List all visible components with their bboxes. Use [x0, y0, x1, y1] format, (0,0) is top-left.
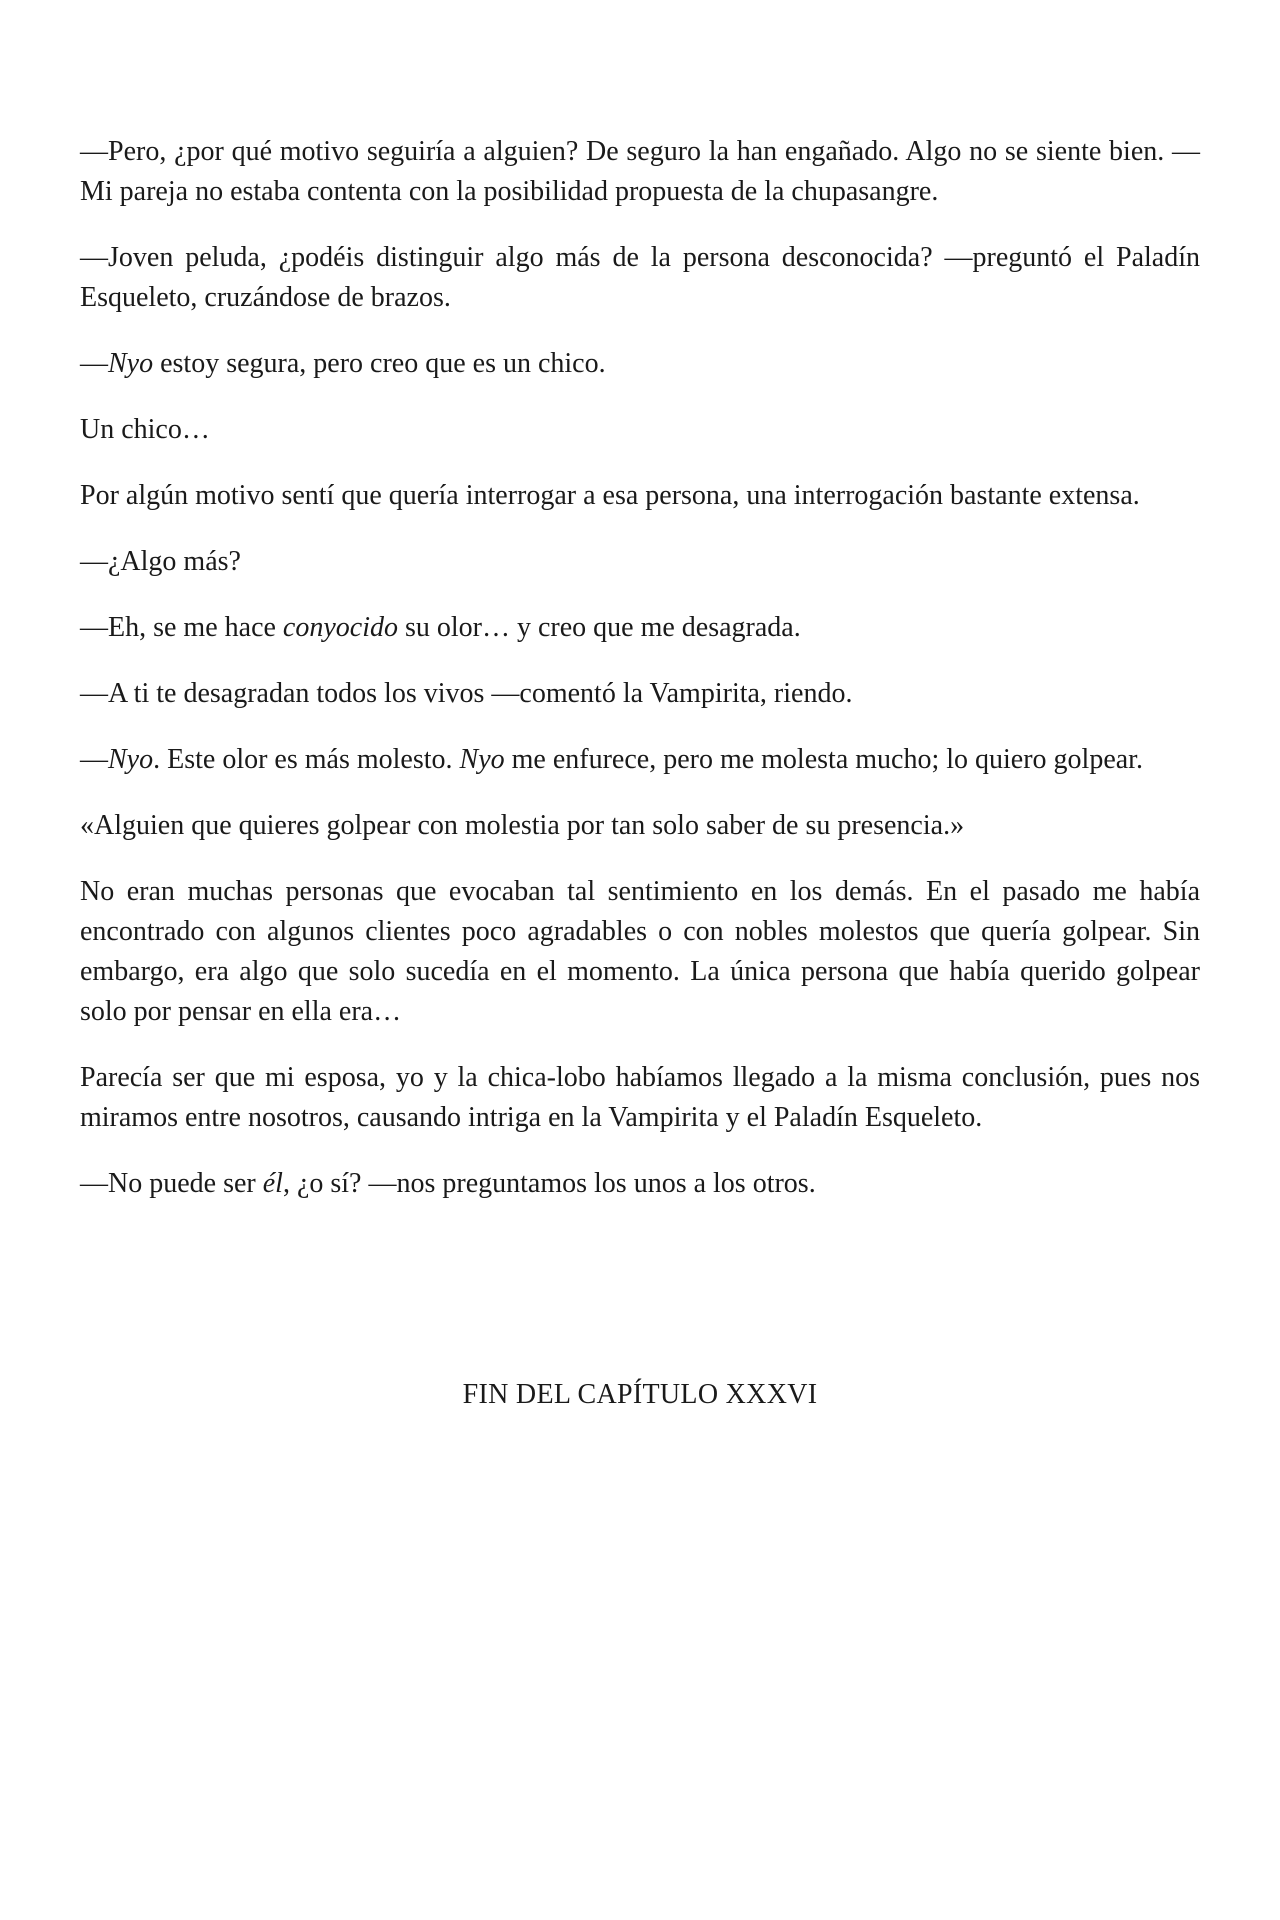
paragraph-2: —Joven peluda, ¿podéis distinguir algo más de la persona desconocida? —preguntó el Paladín Esqueleto, cruzándose de brazos. [80, 242, 1200, 313]
paragraph-9-middle: . Este olor es más molesto. [153, 744, 460, 775]
paragraph-13-italic: él [262, 1168, 283, 1199]
paragraph-9-italic-1: Nyo [108, 744, 154, 775]
paragraph-13 [80, 1164, 1200, 1204]
paragraph-7-italic: conyocido [282, 612, 398, 643]
paragraph-9 [80, 740, 1200, 780]
paragraph-3-italic: Nyo [108, 348, 154, 379]
paragraph-5: Por algún motivo sentí que quería interrogar a esa persona, una interrogación bastante extensa. [80, 480, 1140, 511]
paragraph-4: Un chico… [80, 414, 210, 445]
paragraph-6: —¿Algo más? [80, 546, 241, 577]
paragraph-9-italic-2: Nyo [459, 744, 505, 775]
paragraph-12: Parecía ser que mi esposa, yo y la chica-lobo habíamos llegado a la misma conclusión, pues nos miramos entre nosotros, causando intriga en la Vampirita y el Paladín Esqueleto. [80, 1062, 1200, 1133]
paragraph-10: «Alguien que quieres golpear con molestia por tan solo saber de su presencia.» [80, 810, 965, 841]
paragraph-13-before: —No puede ser [80, 1168, 263, 1199]
paragraph-11: No eran muchas personas que evocaban tal sentimiento en los demás. En el pasado me había encontrado con algunos clientes poco agradables o con nobles molestos que quería golpear. Sin embargo, era algo que solo sucedía en el momento. La única persona que había querido golpear solo por pensar en ella era… [80, 876, 1200, 1027]
paragraph-3-dash: — [80, 348, 108, 379]
paragraph-7-after: su olor… y creo que me desagrada. [397, 612, 801, 643]
paragraph-9-after: me enfurece, pero me molesta mucho; lo quiero golpear. [504, 744, 1143, 775]
paragraph-13-after: , ¿o sí? —nos preguntamos los unos a los otros. [282, 1168, 816, 1199]
paragraph-1: —Pero, ¿por qué motivo seguiría a alguien? De seguro la han engañado. Algo no se siente bien. —Mi pareja no estaba contenta con la posibilidad propuesta de la chupasangre. [80, 136, 1200, 207]
document-body [80, 132, 1200, 1230]
paragraph-7 [80, 608, 1200, 648]
paragraph-7-before: —Eh, se me hace [80, 612, 283, 643]
paragraph-3 [80, 344, 1200, 384]
chapter-end-heading: FIN DEL CAPÍTULO XXXVI [462, 1379, 818, 1410]
paragraph-9-dash: — [80, 744, 108, 775]
paragraph-8: —A ti te desagradan todos los vivos —comentó la Vampirita, riendo. [80, 678, 853, 709]
paragraph-3-rest: estoy segura, pero creo que es un chico. [153, 348, 606, 379]
